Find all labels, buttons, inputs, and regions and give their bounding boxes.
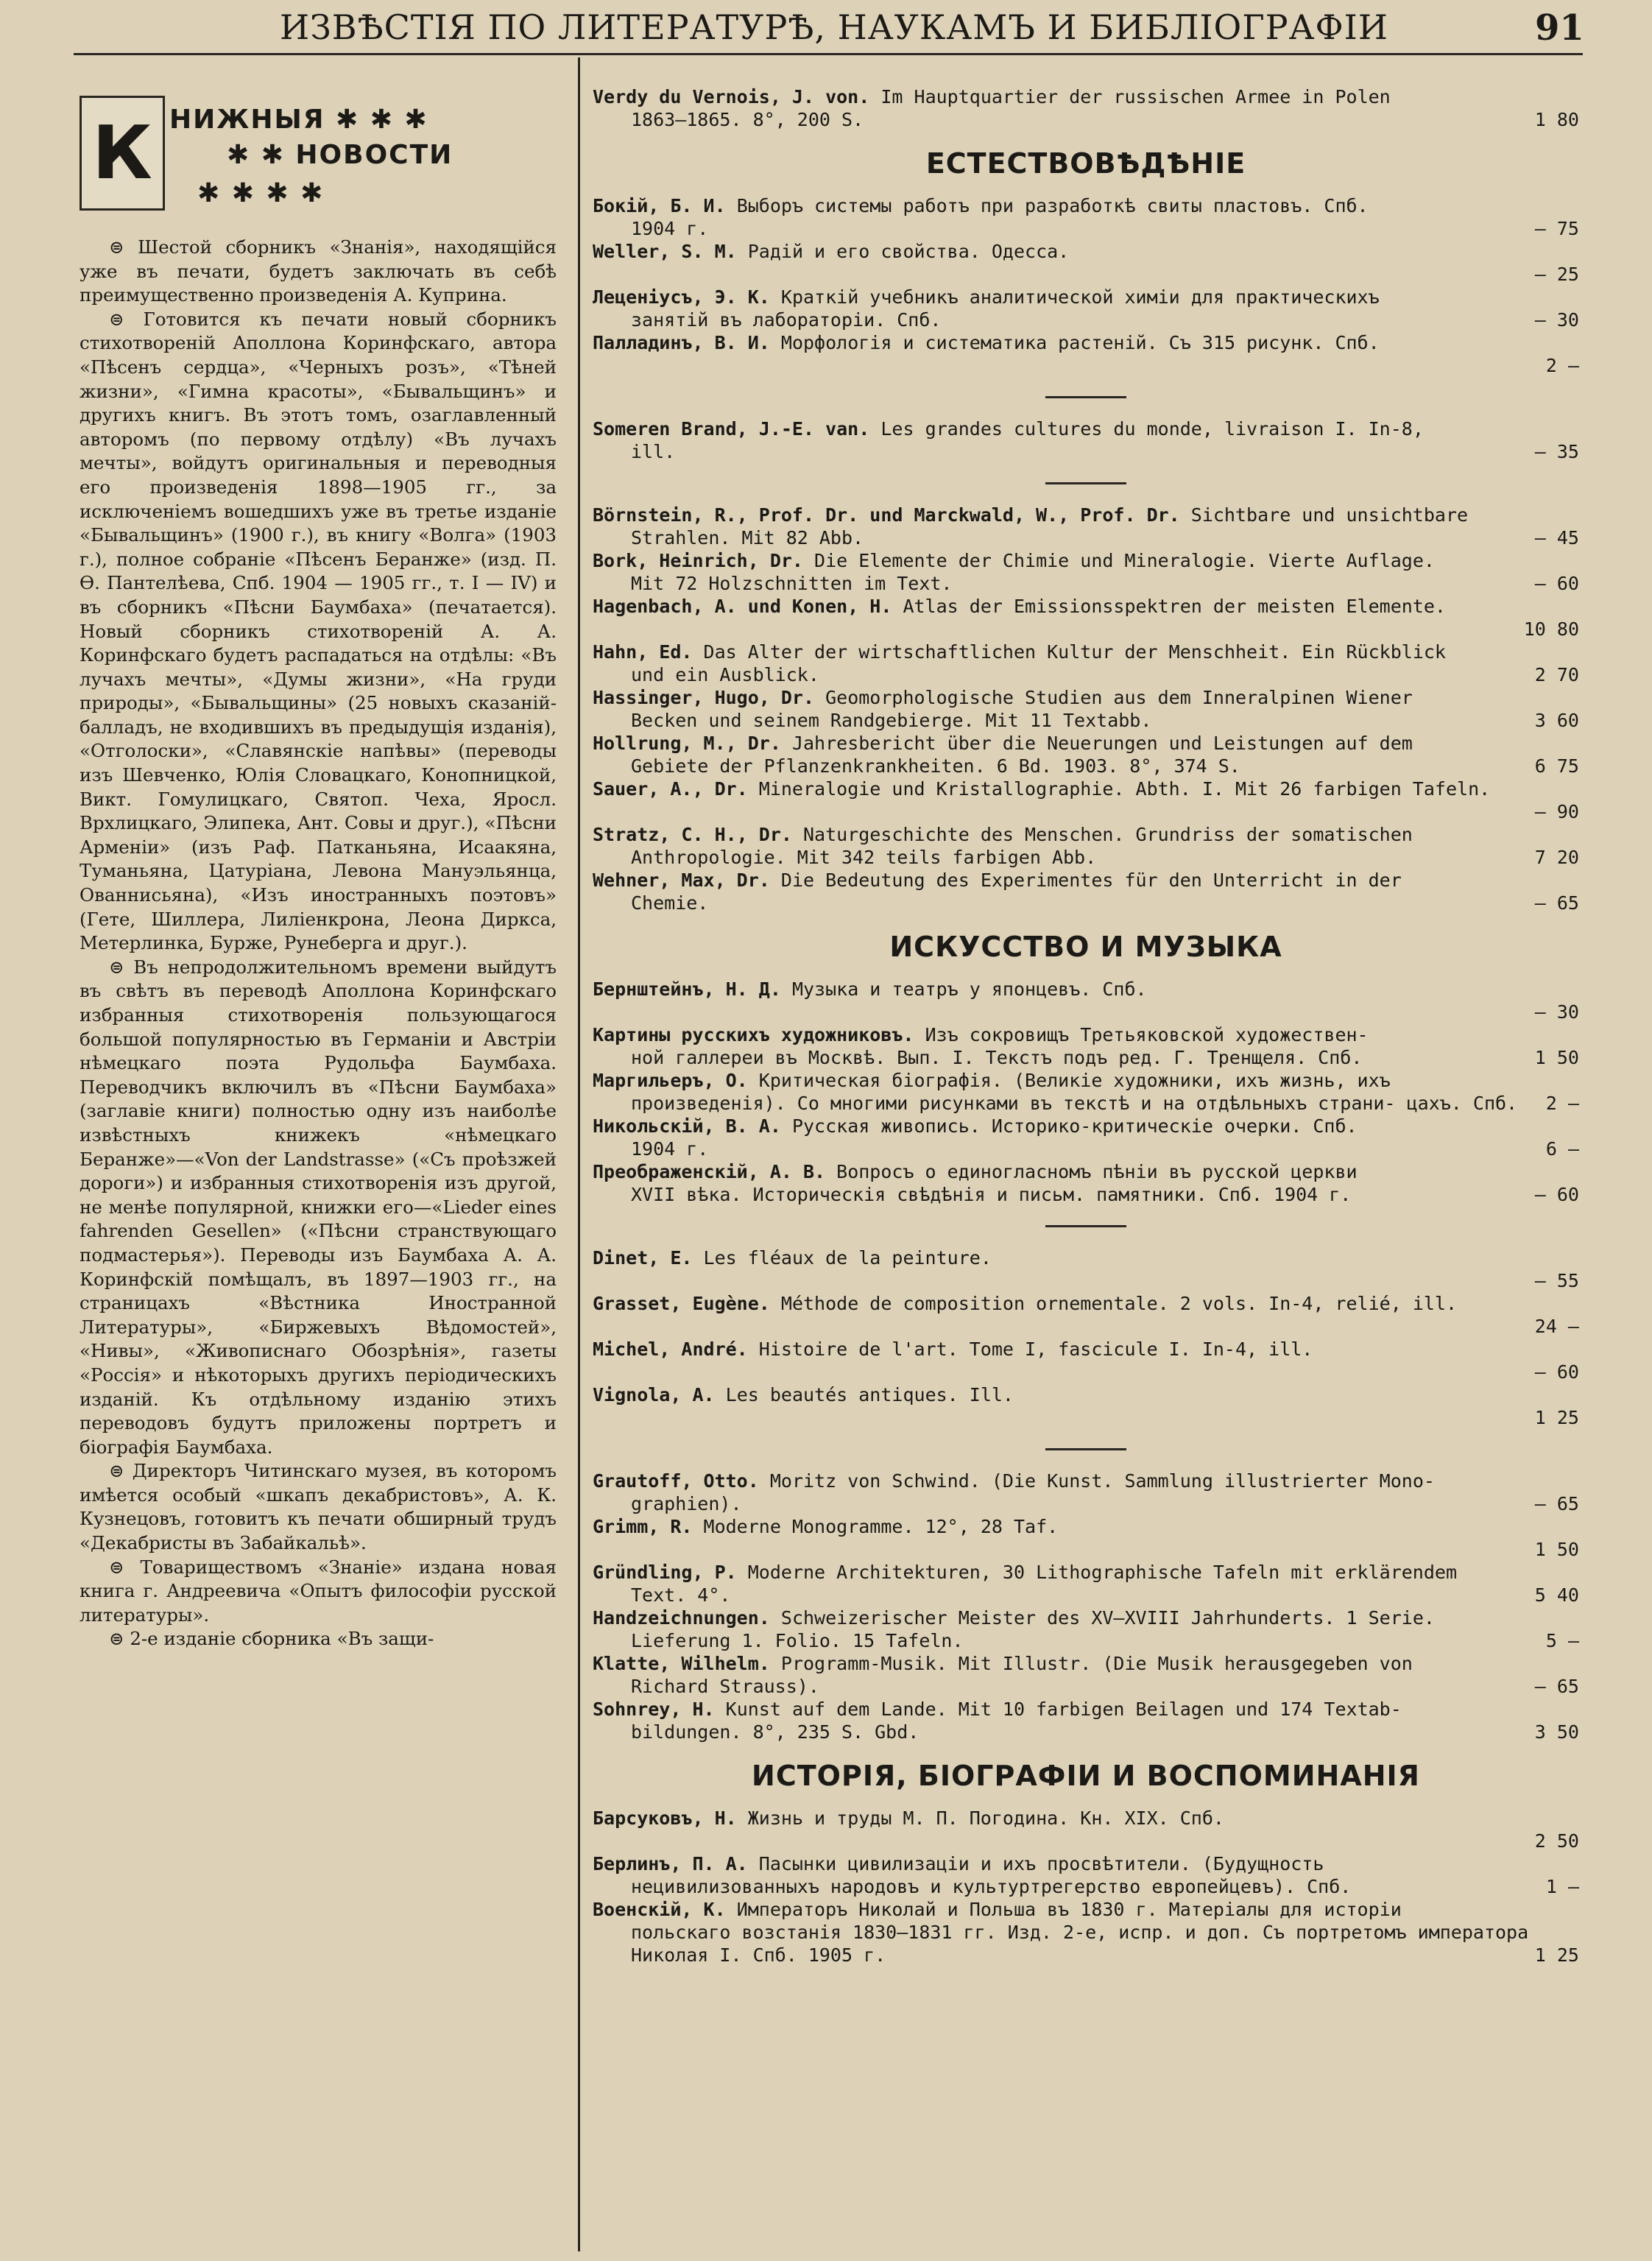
entry-title: Изъ сокровищъ Третьяковской художествен- <box>925 1024 1369 1045</box>
entry-price: 1 50 <box>1534 1047 1579 1068</box>
entry-first-line <box>593 1069 1579 1092</box>
entry-title: Выборъ системы работъ при разработкѣ свиты пластовъ. Спб. <box>736 195 1369 216</box>
entry-price: 6 — <box>1545 1138 1579 1160</box>
bibliography-entry <box>593 1292 1579 1338</box>
entry-continuation: произведенія). Со многими рисунками въ текстѣ и на отдѣльныхъ страни- цахъ. Спб. <box>631 1093 1518 1114</box>
entry-author: Бокій, Б. И. <box>593 195 726 216</box>
bibliography-entry <box>593 1898 1579 1967</box>
bibliography-entry <box>593 732 1579 777</box>
entry-author: Wehner, Max, Dr. <box>593 870 770 891</box>
entry-author: Hagenbach, A. und Konen, H. <box>593 596 892 617</box>
entry-author: Bork, Heinrich, Dr. <box>593 550 803 571</box>
entry-price: 2 — <box>1545 1093 1579 1114</box>
entry-continuation: Richard Strauss). <box>631 1676 819 1697</box>
entry-first-line <box>593 194 1579 217</box>
news-paragraph: ⊜ 2-е изданіе сборника «Въ защи- <box>109 1628 434 1650</box>
entry-title: Atlas der Emissionsspektren der meisten Elemente. <box>903 596 1446 617</box>
bibliography-entry <box>593 1115 1579 1160</box>
entry-first-line <box>593 732 1579 755</box>
entry-author: Берлинъ, П. А. <box>593 1853 748 1874</box>
group-separator-rule <box>1045 482 1126 484</box>
entry-title: Im Hauptquartier der russischen Armee in Polen <box>880 86 1391 107</box>
entry-continuation <box>593 1538 1579 1561</box>
bibliography-entry <box>593 1383 1579 1429</box>
entry-price: — 30 <box>1534 309 1579 331</box>
entry-author: Палладинъ, В. И. <box>593 332 770 353</box>
entry-first-line <box>593 1023 1579 1046</box>
entry-continuation: Becken und seinem Randgebierge. Mit 11 Textabb. <box>631 710 1152 731</box>
entry-title: Histoire de l'art. Tome I, fascicule I. In-4, ill. <box>758 1338 1313 1360</box>
entry-title: Moritz von Schwind. (Die Kunst. Sammlung illustrierter Mono- <box>769 1470 1435 1492</box>
entry-price: 5 40 <box>1534 1584 1579 1606</box>
entry-title: Русская живопись. Историко-критическіе очерки. Спб. <box>791 1115 1358 1137</box>
entry-first-line <box>593 1807 1579 1830</box>
entry-continuation: Strahlen. Mit 82 Abb. <box>631 527 864 549</box>
entry-first-line <box>593 1292 1579 1315</box>
news-paragraph: ⊜ Директоръ Читинскаго музея, въ которомъ имѣется особый «шкапъ декабристовъ», А. К. Кузнецовъ, готовитъ къ печати обширный трудъ «Декабристы въ Забайкальѣ». <box>80 1460 557 1554</box>
group-separator-rule <box>1045 396 1126 398</box>
entry-price: 1 — <box>1545 1876 1579 1897</box>
entry-author: Börnstein, R., Prof. Dr. und Marckwald, W., Prof. Dr. <box>593 504 1180 526</box>
entry-price: 1 25 <box>1534 1407 1579 1428</box>
entry-continuation: Mit 72 Holzschnitten im Text. <box>631 573 953 594</box>
entry-first-line <box>593 549 1579 572</box>
group-separator-rule <box>1045 1448 1126 1450</box>
entry-title: Радій и его свойства. Одесса. <box>747 241 1070 262</box>
bibliography-entry <box>593 1698 1579 1743</box>
entry-author: Маргильеръ, О. <box>593 1070 748 1091</box>
entry-continuation: Text. 4°. <box>631 1584 731 1606</box>
bibliography-entry <box>593 286 1579 331</box>
entry-author: Vignola, A. <box>593 1384 715 1405</box>
group-separator-rule <box>1045 1225 1126 1227</box>
entry-continuation: ill. <box>631 441 676 462</box>
entry-price: 2 70 <box>1534 664 1579 685</box>
entry-price: — 25 <box>1534 264 1579 285</box>
entry-continuation: Lieferung 1. Folio. 15 Tafeln. <box>631 1630 964 1651</box>
entry-price: 1 50 <box>1534 1539 1579 1560</box>
entry-first-line <box>593 331 1579 354</box>
bibliography-entry <box>593 1069 1579 1115</box>
bibliography-entry <box>593 641 1579 686</box>
entry-first-line <box>593 240 1579 263</box>
news-paragraph: ⊜ Въ непродолжительномъ времени выйдутъ въ свѣтъ въ переводѣ Аполлона Коринфскаго избранныя стихотворенія пользующагося большой популярностью въ Германіи и Австріи нѣмецкаго поэта Рудольфа Баумбаха. Переводчикъ включилъ въ «Пѣсни Баумбаха» (заглавіе книги) полностью одну изъ наиболѣе извѣстныхъ книжекъ «нѣмецкаго Беранже»—«Von der Landstrasse» («Съ проѣзжей дороги») и избранныя стихотворенія изъ другой, не менѣе популярной, книжки его—«Lieder eines fahrenden Gesellen» («Пѣсни странствующаго подмастерья»). Переводы изъ Баумбаха А. А. Коринфскій помѣщалъ, въ 1897—1903 гг., на страницахъ «Вѣстника Иностранной Литературы», «Биржевыхъ Вѣдомостей», «Нивы», «Живописнаго Обозрѣнія», газеты «Россія» и нѣкоторыхъ другихъ періодическихъ изданій. Къ отдѣльному изданію этихъ переводовъ будутъ приложены портретъ и біографія Баумбаха. <box>80 956 557 1458</box>
entry-price: — 75 <box>1534 218 1579 239</box>
entry-continuation <box>593 1361 1579 1383</box>
bibliography-entry <box>593 777 1579 823</box>
entry-continuation <box>593 1269 1579 1292</box>
entry-continuation: занятій въ лабораторіи. Спб. <box>631 309 942 331</box>
section-heading: ЕСТЕСТВОВѢДѢНІЕ <box>925 147 1246 180</box>
entry-continuation: Anthropologie. Mit 342 teils farbigen Abb. <box>631 847 1097 868</box>
title-part: ✱ ✱ ✱ ✱ <box>197 178 325 208</box>
entry-first-line <box>593 1338 1579 1361</box>
bibliography-entry <box>593 978 1579 1023</box>
entry-title: Die Bedeutung des Experimentes für den Unterricht in der <box>780 870 1402 891</box>
bibliography-entry <box>593 549 1579 595</box>
entry-author: Hollrung, M., Dr. <box>593 733 781 754</box>
running-title: ИЗВѢСТІЯ ПО ЛИТЕРАТУРѢ, НАУКАМЪ И БИБЛІОГРАФІИ <box>280 7 1388 47</box>
entry-title: Das Alter der wirtschaftlichen Kultur der Menschheit. Ein Rückblick <box>703 641 1446 663</box>
entry-author: Леценіусъ, Э. К. <box>593 286 770 308</box>
entry-continuation <box>593 354 1579 377</box>
entry-continuation: Chemie. <box>631 892 709 914</box>
page-number: 91 <box>1535 7 1584 49</box>
bibliography-entry <box>593 1606 1579 1652</box>
entry-author: Барсуковъ, Н. <box>593 1807 737 1829</box>
entry-price: 10 80 <box>1523 618 1579 640</box>
entry-first-line <box>593 595 1579 618</box>
entry-first-line <box>593 978 1579 1001</box>
section-heading: ИСТОРІЯ, БІОГРАФІИ И ВОСПОМИНАНІЯ <box>752 1760 1420 1792</box>
entry-continuation: graphien). <box>631 1493 742 1514</box>
header-rule <box>74 53 1583 55</box>
entry-title: Музыка и театръ у японцевъ. Спб. <box>791 978 1147 1000</box>
entry-title: Die Elemente der Chimie und Mineralogie. Vierte Auflage. <box>814 550 1435 571</box>
entry-price: 1 25 <box>1534 1944 1579 1966</box>
entry-continuation: XVII вѣка. Историческія свѣдѣнія и письм. памятники. Спб. 1904 г. <box>631 1184 1352 1205</box>
bibliography-entry <box>593 595 1579 641</box>
right-column-bibliography <box>593 85 1579 1967</box>
entry-title: Критическая біографія. (Великіе художники, ихъ жизнь, ихъ <box>758 1070 1391 1091</box>
bibliography-entry <box>593 1160 1579 1206</box>
entry-price: — 60 <box>1534 573 1579 594</box>
entry-price: — 45 <box>1534 527 1579 549</box>
entry-author: Бернштейнъ, Н. Д. <box>593 978 781 1000</box>
entry-author: Gründling, P. <box>593 1562 737 1583</box>
bibliography-entry <box>593 1807 1579 1852</box>
entry-author: Sohnrey, H. <box>593 1699 715 1720</box>
entry-first-line <box>593 1652 1579 1675</box>
bibliography-entry <box>593 1470 1579 1515</box>
entry-title: Sichtbare und unsichtbare <box>1190 504 1469 526</box>
bibliography-entry <box>593 194 1579 240</box>
entry-price: — 35 <box>1534 441 1579 462</box>
entry-price: 2 — <box>1545 355 1579 376</box>
entry-author: Никольскій, В. А. <box>593 1115 781 1137</box>
entry-price: 24 — <box>1534 1316 1579 1337</box>
entry-first-line <box>593 1898 1579 1921</box>
entry-continuation: 1904 г. <box>631 1138 709 1160</box>
bibliography-entry <box>593 331 1579 377</box>
entry-title: Морфологія и систематика растеній. Съ 315 рисунк. Спб. <box>780 332 1380 353</box>
bibliography-entry <box>593 1561 1579 1606</box>
entry-continuation <box>593 263 1579 286</box>
entry-first-line <box>593 823 1579 846</box>
entry-price: 6 75 <box>1534 755 1579 777</box>
entry-first-line <box>593 1561 1579 1584</box>
section-heading: ИСКУССТВО И МУЗЫКА <box>889 931 1282 963</box>
entry-price: 2 50 <box>1534 1830 1579 1852</box>
entry-continuation <box>593 1406 1579 1429</box>
entry-title: Schweizerischer Meister des XV—XVIII Jahrhunderts. 1 Serie. <box>780 1607 1435 1629</box>
news-paragraph: ⊜ Товариществомъ «Знаніе» издана новая книга г. Андреевича «Опытъ философіи русской литературы». <box>80 1556 557 1626</box>
entry-title: Les grandes cultures du monde, livraison I. In-8, <box>880 418 1424 440</box>
entry-continuation: bildungen. 8°, 235 S. Gbd. <box>631 1721 919 1743</box>
title-part: НИЖНЫЯ ✱ ✱ ✱ <box>169 105 428 135</box>
bibliography-entry <box>593 504 1579 549</box>
entry-author: Grimm, R. <box>593 1516 693 1537</box>
entry-author: Verdy du Vernois, J. von. <box>593 86 870 107</box>
entry-first-line <box>593 1515 1579 1538</box>
entry-price: — 65 <box>1534 892 1579 914</box>
entry-first-line <box>593 286 1579 308</box>
entry-author: Sauer, A., Dr. <box>593 778 748 800</box>
left-column-news <box>80 96 557 1651</box>
entry-continuation: ной галлереи въ Москвѣ. Вып. I. Текстъ подъ ред. Г. Тренщеля. Спб. <box>631 1047 1363 1068</box>
entry-title: Краткій учебникъ аналитической химіи для практическихъ <box>780 286 1380 308</box>
entry-title: Moderne Monogramme. 12°, 28 Taf. <box>703 1516 1059 1537</box>
entry-author: Преображенскій, А. В. <box>593 1161 826 1182</box>
entry-title: Жизнь и труды М. П. Погодина. Кн. XIX. Спб. <box>747 1807 1224 1829</box>
entry-continuation: Gebiete der Pflanzenkrankheiten. 6 Bd. 1903. 8°, 374 S. <box>631 755 1240 777</box>
entry-price: — 55 <box>1534 1270 1579 1291</box>
entry-first-line <box>593 1852 1579 1875</box>
news-paragraph: ⊜ Готовится къ печати новый сборникъ стихотвореній Аполлона Коринфскаго, автора «Пѣсенъ сердца», «Черныхъ розъ», «Тѣней жизни», «Гимна красоты», «Бывальщинъ» и другихъ книгъ. Въ этотъ томъ, озаглавленный авторомъ (по первому отдѣлу) «Въ лучахъ мечты», войдутъ оригинальныя и переводныя его произведенія 1898—1905 гг., за исключеніемъ вошедшихъ уже въ третье изданіе «Бывальщинъ» (1900 г.), въ книгу «Волга» (1903 г.), полное собраніе «Пѣсенъ Беранже» (изд. П. Ѳ. Пантелѣева, Спб. 1904 — 1905 гг., т. I — IV) и въ сборникъ «Пѣсни Баумбаха» (печатается). Новый сборникъ стихотвореній А. А. Коринфскаго будетъ распадаться на отдѣлы: «Въ лучахъ мечты», «Думы жизни», «На груди природы», «Бывальщины» (25 новыхъ сказаній-балладъ, не входившихъ въ предыдущія изданія), «Отголоски», «Славянскіе напѣвы» (переводы изъ Шевченко, Юлія Словацкаго, Конопницкой, Викт. Гомулицкаго, Святоп. Чеха, Яросл. Врхлицкаго, Элипека, Ант. Совы и друг.), «Пѣсни Арменіи» (изъ Раф. Патканьяна, Исаакяна, Туманьяна, Цатуріана, Левона Мануэльянца, Ованнисьяна), «Изъ иностранныхъ поэтовъ» (Гете, Шиллера, Лиліенкрона, Леона Диркса, Метерлинка, Бурже, Рунеберга и друг.). <box>80 308 557 954</box>
entry-price: 7 20 <box>1534 847 1579 868</box>
entry-first-line <box>593 777 1579 800</box>
entry-first-line <box>593 417 1579 440</box>
entry-price: 5 — <box>1545 1630 1579 1651</box>
bibliography-entry <box>593 1023 1579 1069</box>
entry-title: Naturgeschichte des Menschen. Grundriss der somatischen <box>803 824 1413 845</box>
entry-price: — 65 <box>1534 1676 1579 1697</box>
bibliography-entry <box>593 686 1579 732</box>
bibliography-entry <box>593 1246 1579 1292</box>
entry-author: Weller, S. M. <box>593 241 737 262</box>
bibliography-entry <box>593 869 1579 914</box>
entry-first-line <box>593 1115 1579 1137</box>
entry-title: Programm-Musik. Mit Illustr. (Die Musik herausgegeben von <box>780 1653 1413 1674</box>
entry-price: — 60 <box>1534 1184 1579 1205</box>
column-divider <box>578 57 580 2251</box>
entry-title: Kunst auf dem Lande. Mit 10 farbigen Beilagen und 174 Textab- <box>725 1699 1402 1720</box>
entry-author: Военскій, К. <box>593 1899 726 1920</box>
entry-author: Dinet, E. <box>593 1247 693 1269</box>
entry-first-line <box>593 1383 1579 1406</box>
entry-author: Hassinger, Hugo, Dr. <box>593 687 815 708</box>
entry-first-line <box>593 641 1579 663</box>
bibliography-entry <box>593 417 1579 463</box>
entry-author: Grautoff, Otto. <box>593 1470 759 1492</box>
entry-title: Les beautés antiques. Ill. <box>725 1384 1014 1405</box>
entry-author: Klatte, Wilhelm. <box>593 1653 770 1674</box>
bibliography-entry <box>593 240 1579 286</box>
entry-price: — 90 <box>1534 801 1579 822</box>
entry-continuation <box>593 1315 1579 1338</box>
entry-title: Méthode de composition ornementale. 2 vols. In-4, relié, ill. <box>780 1293 1458 1314</box>
entry-first-line <box>593 1470 1579 1492</box>
entry-continuation: und ein Ausblick. <box>631 664 819 685</box>
bibliography-entry <box>593 1338 1579 1383</box>
entry-first-line <box>593 85 1579 108</box>
entry-price: — 60 <box>1534 1361 1579 1383</box>
entry-first-line <box>593 1606 1579 1629</box>
entry-continuation: нецивилизованныхъ народовъ и культуртрегерство европейцевъ). Спб. <box>631 1876 1352 1897</box>
entry-title: Вопросъ о единогласномъ пѣніи въ русской церкви <box>836 1161 1358 1182</box>
bibliography-entry <box>593 1852 1579 1898</box>
entry-continuation <box>593 618 1579 641</box>
entry-first-line <box>593 1246 1579 1269</box>
news-title-block <box>80 96 557 236</box>
entry-author: Stratz, C. H., Dr. <box>593 824 792 845</box>
entry-title: Mineralogie und Kristallographie. Abth. I. Mit 26 farbigen Tafeln. <box>758 778 1491 800</box>
entry-title: Императоръ Николай и Польша въ 1830 г. Матеріалы для исторіи <box>736 1899 1402 1920</box>
entry-author: Grasset, Eugène. <box>593 1293 770 1314</box>
entry-title: Jahresbericht über die Neuerungen und Leistungen auf dem <box>791 733 1413 754</box>
entry-author: Картины русскихъ художниковъ. <box>593 1024 914 1045</box>
ornamental-drop-letter: К <box>80 96 165 211</box>
news-paragraph: ⊜ Шестой сборникъ «Знанія», находящійся уже въ печати, будетъ заключать въ себѣ преимущественно произведенія А. Куприна. <box>80 236 557 306</box>
entry-first-line <box>593 504 1579 526</box>
entry-price: 3 60 <box>1534 710 1579 731</box>
entry-title: Moderne Architekturen, 30 Lithographische Tafeln mit erklärendem <box>747 1562 1458 1583</box>
entry-price: — 30 <box>1534 1001 1579 1023</box>
entry-title: Geomorphologische Studien aus dem Inneralpinen Wiener <box>825 687 1413 708</box>
entry-title: Les fléaux de la peinture. <box>703 1247 992 1269</box>
entry-continuation: польскаго возстанія 1830—1831 гг. Изд. 2-е, испр. и доп. Съ портретомъ императора Николая I. Спб. 1905 г. <box>631 1922 1529 1966</box>
entry-first-line <box>593 1698 1579 1721</box>
entry-author: Hahn, Ed. <box>593 641 693 663</box>
entry-first-line <box>593 686 1579 709</box>
entry-author: Handzeichnungen. <box>593 1607 770 1629</box>
entry-author: Michel, André. <box>593 1338 748 1360</box>
entry-price: 3 50 <box>1534 1721 1579 1743</box>
entry-continuation <box>593 800 1579 823</box>
entry-first-line <box>593 869 1579 892</box>
entry-price: — 65 <box>1534 1493 1579 1514</box>
entry-continuation: 1863—1865. 8°, 200 S. <box>631 109 864 130</box>
entry-author: Someren Brand, J.-E. van. <box>593 418 870 440</box>
entry-first-line <box>593 1160 1579 1183</box>
bibliography-entry <box>593 1515 1579 1561</box>
bibliography-entry <box>593 85 1579 131</box>
entry-continuation <box>593 1830 1579 1852</box>
entry-title: Пасынки цивилизаціи и ихъ просвѣтители. (Будущность <box>758 1853 1324 1874</box>
bibliography-entry <box>593 1652 1579 1698</box>
entry-continuation: 1904 г. <box>631 218 709 239</box>
entry-price: 1 80 <box>1534 109 1579 130</box>
bibliography-entry <box>593 823 1579 869</box>
title-part: ✱ ✱ НОВОСТИ <box>227 140 453 170</box>
entry-continuation <box>593 1001 1579 1023</box>
